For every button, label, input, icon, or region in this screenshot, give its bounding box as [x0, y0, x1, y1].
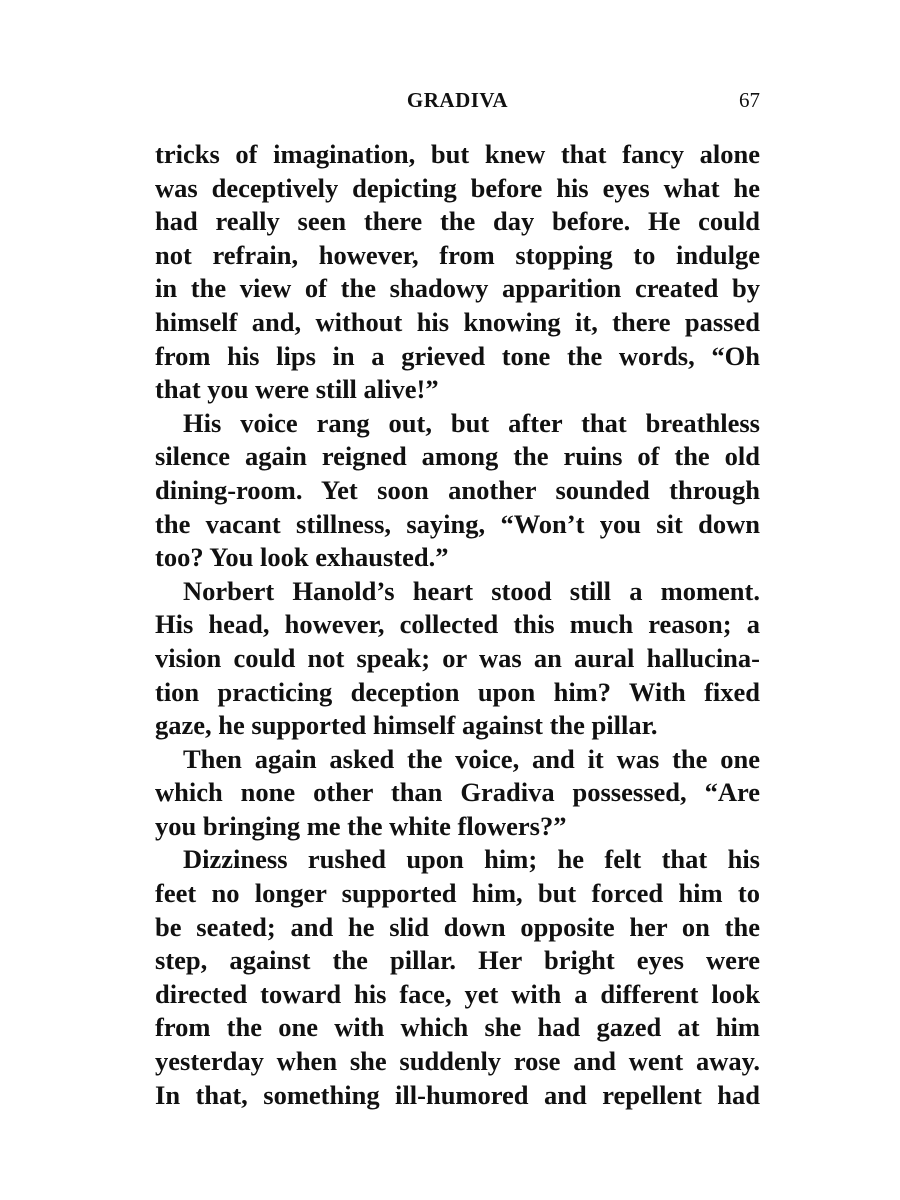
- text-line: step, against the pillar. Her bright eyes were: [155, 945, 760, 976]
- text-line: vision could not speak; or was an aural hallucina-: [155, 642, 760, 673]
- text-line: In that, something ill-humored and repellent had: [155, 1079, 760, 1110]
- text-line: had really seen there the day before. He could: [155, 206, 760, 237]
- text-line: dining-room. Yet soon another sounded through: [155, 474, 760, 505]
- text-line: not refrain, however, from stopping to indulge: [155, 239, 760, 270]
- paragraph-first-line: His voice rang out, but after that breathless: [183, 407, 760, 438]
- text-line: gaze, he supported himself against the pillar.: [155, 710, 658, 741]
- text-line: that you were still alive!”: [155, 374, 439, 405]
- body-text: [155, 138, 760, 1112]
- text-line: silence again reigned among the ruins of the old: [155, 441, 760, 472]
- text-line: you bringing me the white flowers?”: [155, 810, 567, 841]
- text-line: feet no longer supported him, but forced him to: [155, 878, 760, 909]
- text-line: himself and, without his knowing it, there passed: [155, 306, 760, 337]
- text-line: in the view of the shadowy apparition created by: [155, 273, 760, 304]
- text-line: was deceptively depicting before his eyes what he: [155, 172, 760, 203]
- text-line: tion practicing deception upon him? With fixed: [155, 676, 760, 707]
- running-title: GRADIVA: [406, 88, 509, 112]
- text-line: from the one with which she had gazed at him: [155, 1012, 760, 1043]
- text-line: too? You look exhausted.”: [155, 542, 449, 573]
- text-line: from his lips in a grieved tone the words, “Oh: [155, 340, 760, 371]
- running-header: [155, 88, 760, 118]
- text-line: the vacant stillness, saying, “Won’t you sit down: [155, 508, 760, 539]
- text-line: be seated; and he slid down opposite her on the: [155, 911, 760, 942]
- text-line: which none other than Gradiva possessed, “Are: [155, 777, 760, 808]
- text-line: directed toward his face, yet with a different look: [155, 978, 760, 1009]
- paragraph-first-line: Dizziness rushed upon him; he felt that his: [183, 844, 760, 875]
- paragraph-first-line: Then again asked the voice, and it was the one: [183, 743, 760, 774]
- page-number: 67: [739, 88, 760, 112]
- text-line: yesterday when she suddenly rose and went away.: [155, 1046, 760, 1077]
- text-line: tricks of imagination, but knew that fancy alone: [155, 139, 760, 169]
- text-line: His head, however, collected this much reason; a: [155, 609, 760, 640]
- paragraph-first-line: Norbert Hanold’s heart stood still a moment.: [183, 575, 760, 606]
